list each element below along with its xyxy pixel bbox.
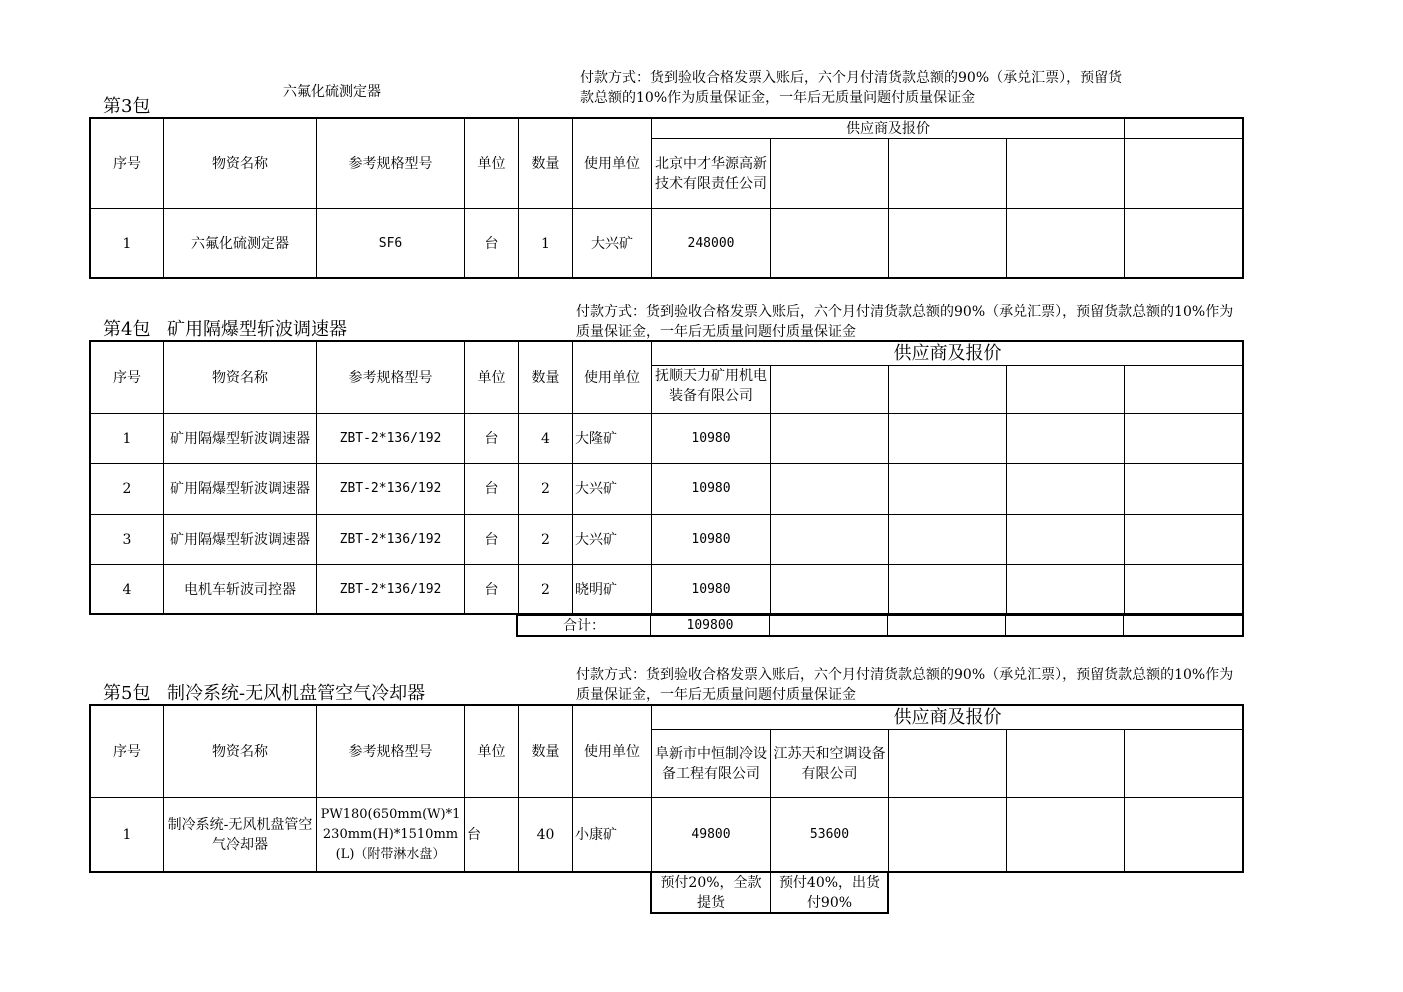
header-spec: 参考规格型号 [317, 342, 465, 414]
header-spec: 参考规格型号 [317, 119, 465, 209]
cell-user: 小康矿 [573, 798, 652, 873]
cell-item: 矿用隔爆型斩波调速器 [164, 464, 317, 515]
pkg3-name: 六氟化硫测定器 [283, 84, 381, 100]
cell-qty: 2 [519, 565, 573, 615]
cell-user: 大兴矿 [573, 464, 652, 515]
cell-unit: 台 [465, 565, 519, 615]
header-item: 物资名称 [164, 119, 317, 209]
cell-price-2: 53600 [771, 798, 889, 873]
header-qty: 数量 [519, 119, 573, 209]
pkg4-label: 第4包 [103, 319, 151, 340]
supplier-1-name: 抚顺天力矿用机电装备有限公司 [655, 368, 767, 404]
cell-unit: 台 [465, 209, 519, 279]
cell-price-5 [1125, 209, 1244, 279]
header-seq: 序号 [91, 342, 164, 414]
cell-seq: 3 [91, 515, 164, 565]
cell-user: 大隆矿 [573, 414, 652, 464]
header-unit: 单位 [465, 706, 519, 798]
total-value: 109800 [651, 616, 770, 637]
cell-price-2 [771, 209, 889, 279]
cell-price-1: 10980 [652, 565, 771, 615]
cell-spec: ZBT-2*136/192 [317, 464, 465, 515]
header-supplier: 供应商及报价 [652, 706, 1244, 730]
note-1: 预付20%，全款提货 [652, 873, 771, 914]
cell-price-1: 49800 [652, 798, 771, 873]
supplier-1: 北京中才华源高新技术有限责任公司 [652, 139, 771, 209]
cell-seq: 1 [91, 209, 164, 279]
cell-spec: ZBT-2*136/192 [317, 414, 465, 464]
supplier-5 [1125, 139, 1244, 209]
cell-unit: 台 [465, 464, 519, 515]
supplier-1 [652, 366, 771, 414]
header-qty: 数量 [519, 342, 573, 414]
header-qty: 数量 [519, 706, 573, 798]
total-label: 合计： [518, 616, 651, 637]
header-supplier: 供应商及报价 [652, 342, 1244, 366]
cell-seq: 1 [91, 414, 164, 464]
cell-spec: ZBT-2*136/192 [317, 515, 465, 565]
table-row [91, 209, 1244, 279]
pkg3-label: 第3包 [103, 96, 151, 117]
table-row [91, 414, 1244, 464]
table-row [91, 515, 1244, 565]
supplier-1: 阜新市中恒制冷设备工程有限公司 [652, 730, 771, 798]
cell-qty: 2 [519, 515, 573, 565]
cell-user: 大兴矿 [573, 515, 652, 565]
pkg5-label: 第5包 [103, 683, 151, 704]
header-spec: 参考规格型号 [317, 706, 465, 798]
supplier-4 [1007, 139, 1125, 209]
supplier-5 [1125, 730, 1244, 798]
supplier-3 [889, 366, 1007, 414]
supplier-4 [1007, 730, 1125, 798]
cell-item: 电机车斩波司控器 [164, 565, 317, 615]
cell-price-1: 10980 [652, 414, 771, 464]
cell-qty: 1 [519, 209, 573, 279]
cell-price-3 [889, 209, 1007, 279]
supplier-3 [889, 730, 1007, 798]
cell-item: 矿用隔爆型斩波调速器 [164, 515, 317, 565]
supplier-2 [771, 366, 889, 414]
table-row [91, 464, 1244, 515]
cell-item: 制冷系统-无风机盘管空气冷却器 [164, 798, 317, 873]
cell-price-1: 248000 [652, 209, 771, 279]
header-unit: 单位 [465, 342, 519, 414]
cell-qty: 40 [519, 798, 573, 873]
header-item: 物资名称 [164, 706, 317, 798]
note-2: 预付40%，出货付90% [771, 873, 889, 914]
table-row [91, 565, 1244, 615]
header-seq: 序号 [91, 119, 164, 209]
header-seq: 序号 [91, 706, 164, 798]
cell-price-1: 10980 [652, 515, 771, 565]
cell-price-1: 10980 [652, 464, 771, 515]
pkg5-payment-terms: 付款方式：货到验收合格发票入账后，六个月付清货款总额的90%（承兑汇票），预留货款总额的10%作为质量保证金，一年后无质量问题付质量保证金 [576, 667, 1234, 703]
header-unit: 单位 [465, 119, 519, 209]
table-row [91, 798, 1244, 873]
cell-user: 晓明矿 [573, 565, 652, 615]
cell-qty: 4 [519, 414, 573, 464]
cell-seq: 4 [91, 565, 164, 615]
supplier-4 [1007, 366, 1125, 414]
pkg5-table [90, 705, 1244, 873]
cell-price-4 [1007, 209, 1125, 279]
cell-seq: 1 [91, 798, 164, 873]
cell-item: 矿用隔爆型斩波调速器 [164, 414, 317, 464]
cell-spec: ZBT-2*136/192 [317, 565, 465, 615]
supplier-2 [771, 139, 889, 209]
header-user: 使用单位 [573, 342, 652, 414]
pkg3-table [90, 118, 1244, 279]
pkg3-payment-terms: 付款方式：货到验收合格发票入账后，六个月付清货款总额的90%（承兑汇票），预留货款总额的10%作为质量保证金，一年后无质量问题付质量保证金 [580, 70, 1123, 106]
cell-unit: 台 [465, 414, 519, 464]
cell-spec: PW180(650mm(W)*1230mm(H)*1510mm(L)（附带淋水盘） [317, 798, 465, 873]
header-extra [1125, 119, 1244, 139]
supplier-2: 江苏天和空调设备有限公司 [771, 730, 889, 798]
header-user: 使用单位 [573, 119, 652, 209]
header-user: 使用单位 [573, 706, 652, 798]
pkg4-name: 矿用隔爆型斩波调速器 [167, 319, 347, 340]
header-supplier: 供应商及报价 [652, 119, 1125, 139]
cell-qty: 2 [519, 464, 573, 515]
pkg4-table [90, 341, 1244, 615]
cell-spec: SF6 [317, 209, 465, 279]
cell-unit: 台 [465, 798, 519, 873]
pkg5-name: 制冷系统-无风机盘管空气冷却器 [167, 683, 426, 704]
pkg4-payment-terms: 付款方式：货到验收合格发票入账后，六个月付清货款总额的90%（承兑汇票），预留货款总额的10%作为质量保证金，一年后无质量问题付质量保证金 [576, 304, 1234, 340]
pkg5-notes [651, 872, 889, 914]
pkg4-total-row [517, 615, 1244, 637]
supplier-5 [1125, 366, 1244, 414]
header-item: 物资名称 [164, 342, 317, 414]
cell-seq: 2 [91, 464, 164, 515]
supplier-3 [889, 139, 1007, 209]
cell-item: 六氟化硫测定器 [164, 209, 317, 279]
cell-user: 大兴矿 [573, 209, 652, 279]
cell-unit: 台 [465, 515, 519, 565]
